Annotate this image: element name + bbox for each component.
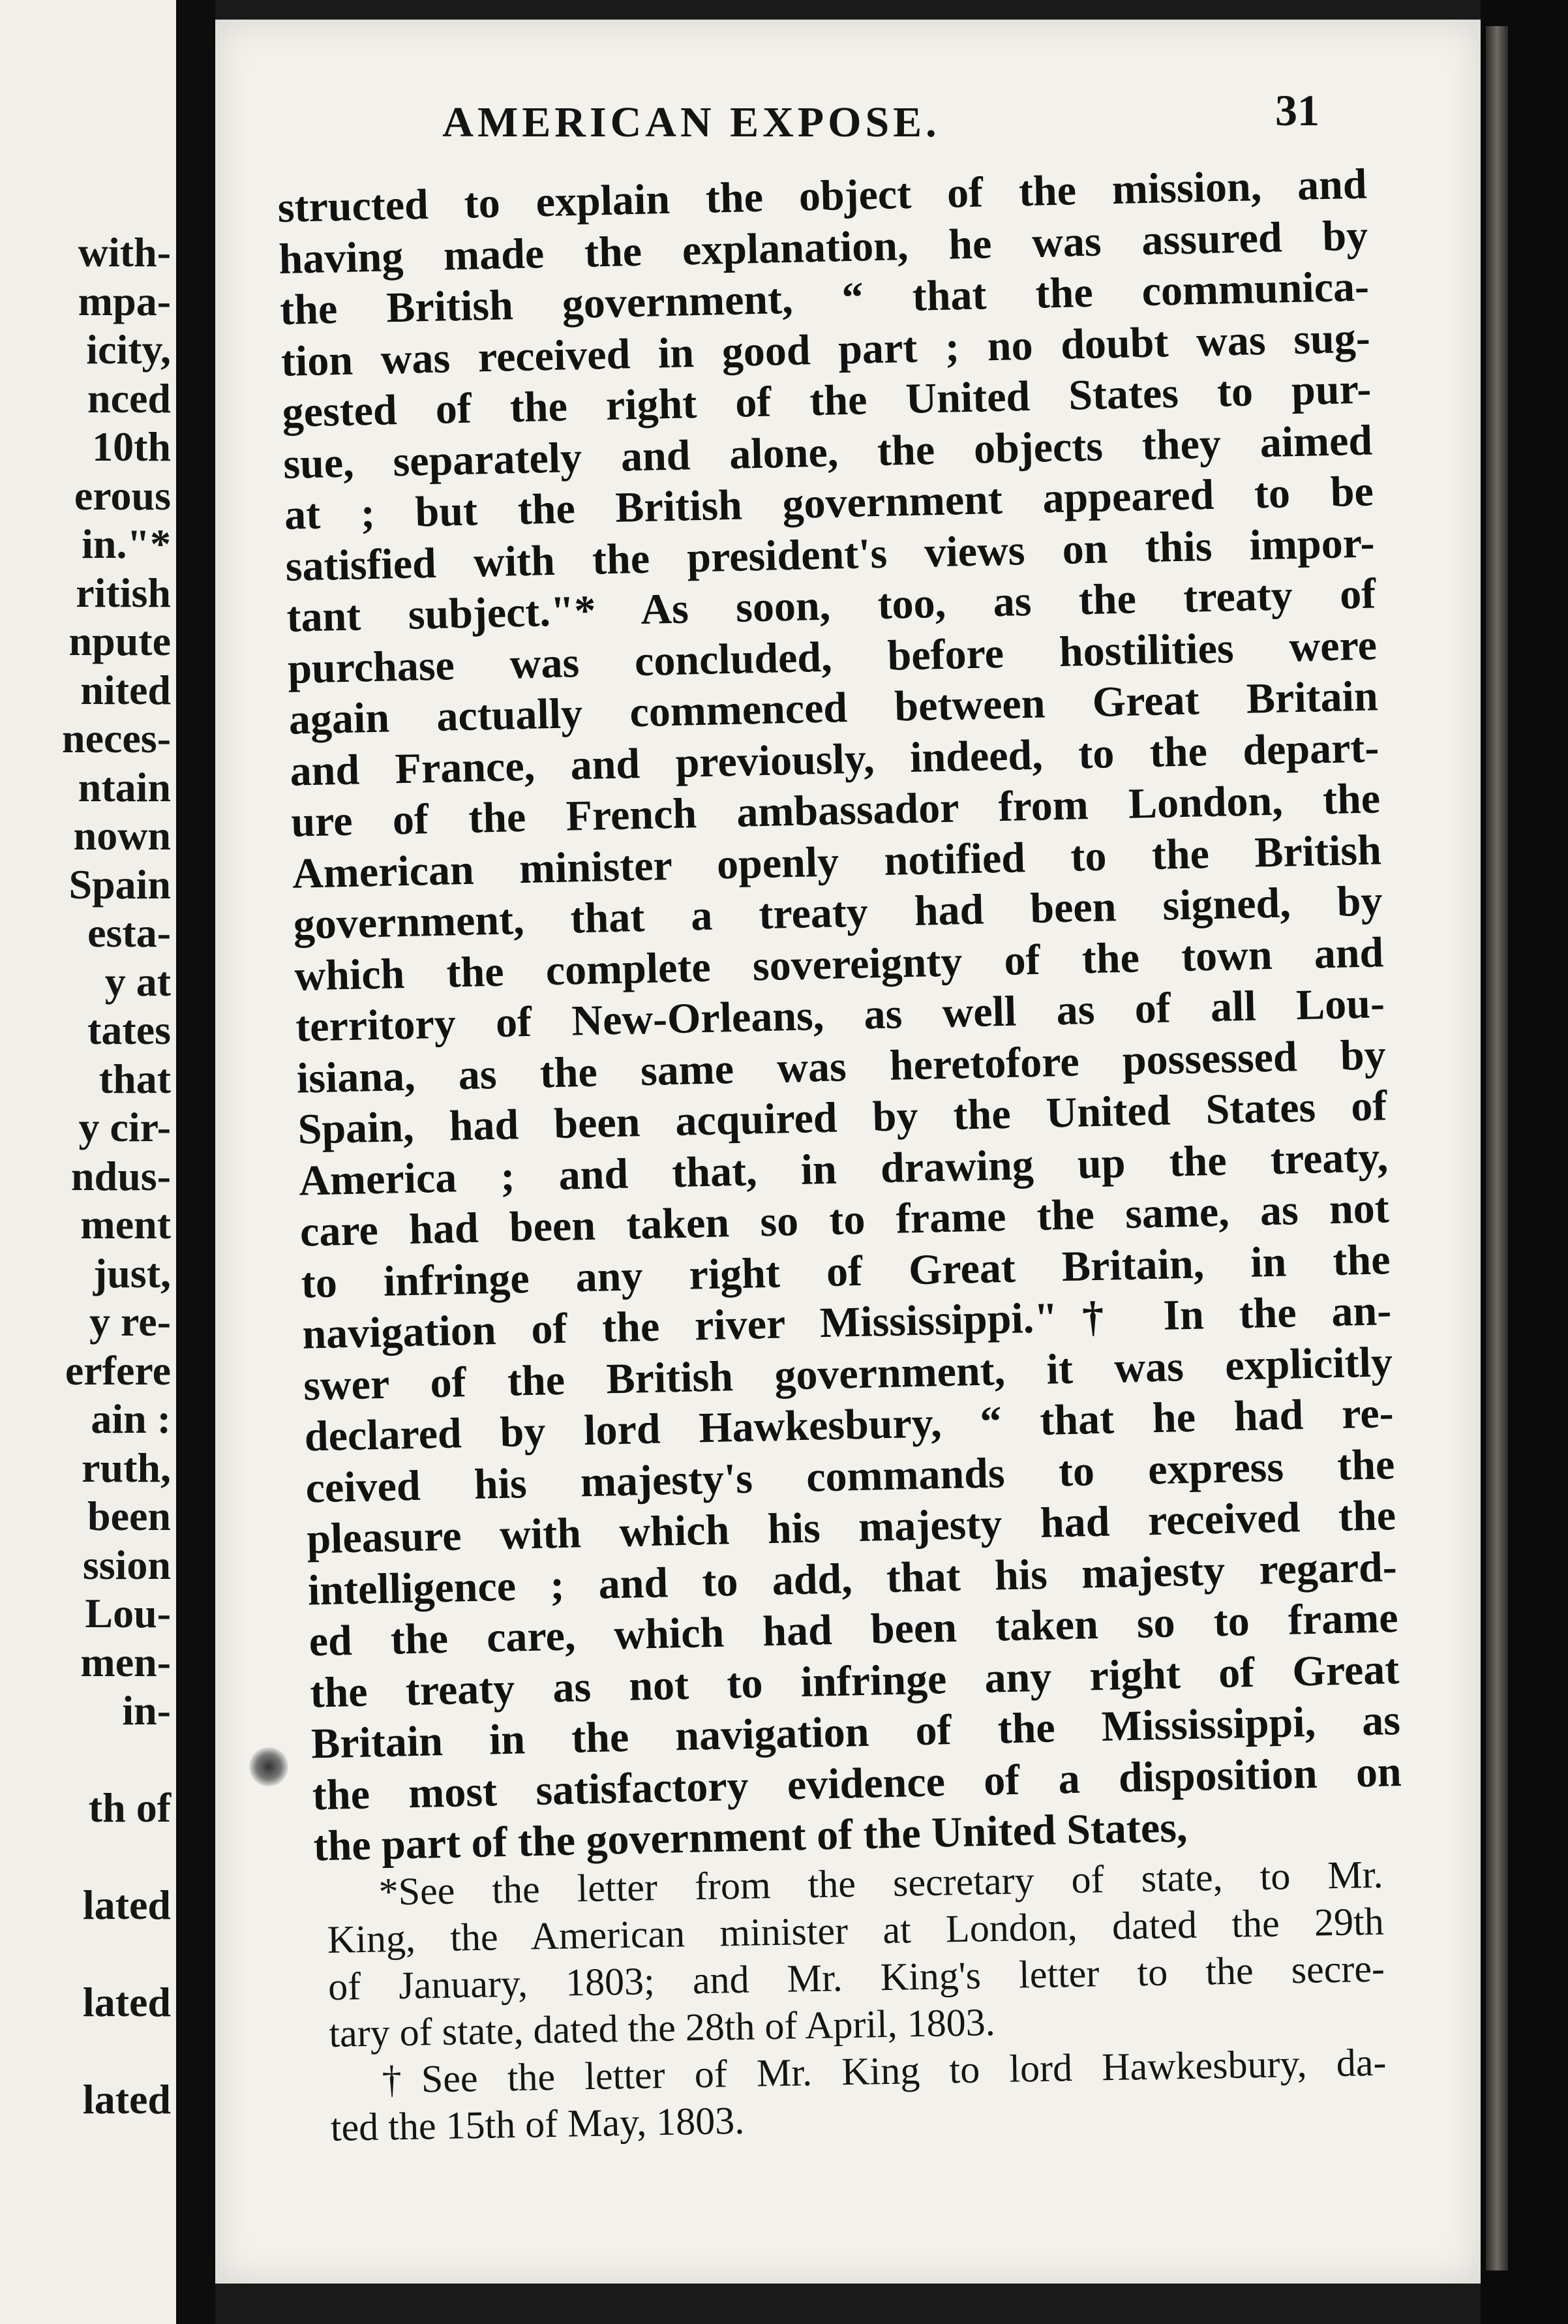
facing-page-line: y at bbox=[104, 958, 171, 1005]
body-line: purchase was concluded, before hostilities were bbox=[287, 620, 1378, 693]
body-line: ed the care, which had been taken so to frame bbox=[308, 1594, 1399, 1666]
paper-stain bbox=[249, 1747, 288, 1786]
facing-page-line: ntain bbox=[78, 763, 171, 810]
body-line: navigation of the river Mississippi."† In the an- bbox=[301, 1287, 1392, 1358]
body-line: structed to explain the object of the mission, and bbox=[277, 160, 1368, 232]
facing-page-line: ment bbox=[80, 1201, 171, 1247]
running-head: AMERICAN EXPOSE. bbox=[442, 99, 941, 146]
footnotes bbox=[326, 1851, 1387, 2151]
facing-page-line: that bbox=[98, 1055, 171, 1102]
footnote-line: tary of state, dated the 28th of April, 1803. bbox=[328, 2000, 996, 2055]
facing-page-line: in."* bbox=[82, 521, 171, 567]
facing-page-line: esta- bbox=[87, 910, 171, 956]
body-line: having made the explanation, he was assured by bbox=[278, 211, 1368, 283]
body-line: Britain in the navigation of the Mississippi, as bbox=[310, 1696, 1401, 1768]
body-line: American minister openly notified to the British bbox=[292, 825, 1382, 898]
facing-page-line: with- bbox=[78, 229, 171, 275]
page-number: 31 bbox=[1275, 85, 1319, 135]
facing-page-line: y cir- bbox=[78, 1104, 171, 1150]
body-line: again actually commenced between Great Britain bbox=[288, 672, 1379, 744]
facing-page-line: lated bbox=[82, 2076, 171, 2122]
facing-page-line: men- bbox=[80, 1638, 171, 1685]
facing-page-line: been bbox=[87, 1493, 171, 1539]
footnote-line: †See the letter of Mr. King to lord Hawkesbury, da- bbox=[382, 2040, 1387, 2102]
body-line: the most satisfactory evidence of a disposition on bbox=[312, 1747, 1402, 1819]
page-fore-edge bbox=[1486, 26, 1508, 2270]
body-line: isiana, as the same was heretofore possessed by bbox=[296, 1030, 1387, 1103]
footnote-line: ted the 15th of May, 1803. bbox=[330, 2098, 745, 2149]
footnote-line: of January, 1803; and Mr. King's letter to the secre- bbox=[327, 1946, 1385, 2008]
footnote-line: King, the American minister at London, dated the 29th bbox=[327, 1899, 1385, 1961]
facing-page-line: erous bbox=[74, 472, 171, 519]
body-line: America ; and that, in drawing up the treaty, bbox=[298, 1133, 1389, 1205]
body-line: the British government, “ that the communica- bbox=[279, 262, 1370, 334]
body-line: government, that a treaty had been signed, by bbox=[293, 877, 1383, 949]
body-line: satisfied with the president's views on this impor- bbox=[285, 518, 1376, 590]
body-line: to infringe any right of Great Britain, in the bbox=[301, 1235, 1391, 1307]
facing-page-line: ssion bbox=[82, 1541, 171, 1588]
facing-page-line: tates bbox=[87, 1007, 171, 1053]
body-line: and France, and previously, indeed, to the depart- bbox=[289, 723, 1380, 795]
facing-page-line: 10th bbox=[92, 423, 171, 470]
facing-page-line: lated bbox=[82, 1882, 171, 1928]
body-line: tion was received in good part ; no doubt was sug- bbox=[280, 314, 1371, 386]
body-line: intelligence ; and to add, that his majesty regard- bbox=[307, 1542, 1398, 1614]
body-line: the treaty as not to infringe any right of Great bbox=[309, 1645, 1400, 1717]
body-line: Spain, had been acquired by the United States of bbox=[297, 1082, 1388, 1154]
facing-page-line: y re- bbox=[89, 1298, 171, 1345]
facing-page-line: Lou- bbox=[85, 1590, 171, 1636]
body-line: territory of New-Orleans, as well as of all Lou- bbox=[295, 979, 1385, 1051]
footnote-line: *See the letter from the secretary of state, to Mr. bbox=[378, 1852, 1383, 1914]
body-line: sue, separately and alone, the objects they aimed bbox=[282, 416, 1373, 488]
book-gutter bbox=[176, 0, 215, 2324]
body-line: ure of the French ambassador from London, the bbox=[290, 774, 1381, 846]
body-line: declared by lord Hawkesbury, “ that he had re- bbox=[304, 1389, 1395, 1461]
body-line: care had been taken so to frame the same, as not bbox=[299, 1184, 1390, 1256]
facing-page-line: neces- bbox=[61, 715, 171, 761]
facing-page-line: ndus- bbox=[71, 1152, 171, 1199]
facing-page-line: ruth, bbox=[82, 1444, 171, 1491]
body-line: at ; but the British government appeared to be bbox=[284, 467, 1374, 539]
body-line: tant subject."* As soon, too, as the treaty of bbox=[286, 570, 1376, 641]
facing-page-line: lated bbox=[82, 1979, 171, 2025]
body-line: which the complete sovereignty of the town and bbox=[294, 928, 1384, 1000]
facing-page-line: icity, bbox=[86, 326, 171, 373]
facing-page-line: in- bbox=[122, 1687, 171, 1734]
body-line: swer of the British government, it was explicitly bbox=[303, 1338, 1393, 1410]
facing-page-line: nited bbox=[80, 666, 171, 713]
body-text bbox=[277, 159, 1403, 1873]
facing-page-line: nown bbox=[73, 812, 171, 859]
facing-page-line: ain : bbox=[91, 1396, 171, 1442]
facing-page-line: npute bbox=[68, 618, 171, 664]
body-line: ceived his majesty's commands to express the bbox=[305, 1440, 1396, 1512]
body-line: the part of the government of the United States, bbox=[312, 1803, 1188, 1871]
facing-page-line: nced bbox=[87, 375, 171, 421]
facing-page-line: erfere bbox=[65, 1347, 171, 1394]
body-line: gested of the right of the United States to pur- bbox=[281, 365, 1372, 436]
facing-page-line: th of bbox=[88, 1784, 171, 1831]
facing-page-line: just, bbox=[93, 1249, 171, 1296]
facing-page-line: mpa- bbox=[78, 277, 171, 324]
facing-page-fragment bbox=[0, 0, 176, 2324]
body-line: pleasure with which his majesty had received the bbox=[306, 1491, 1396, 1563]
facing-page-line: ritish bbox=[76, 569, 171, 616]
facing-page-line: Spain bbox=[68, 861, 171, 908]
